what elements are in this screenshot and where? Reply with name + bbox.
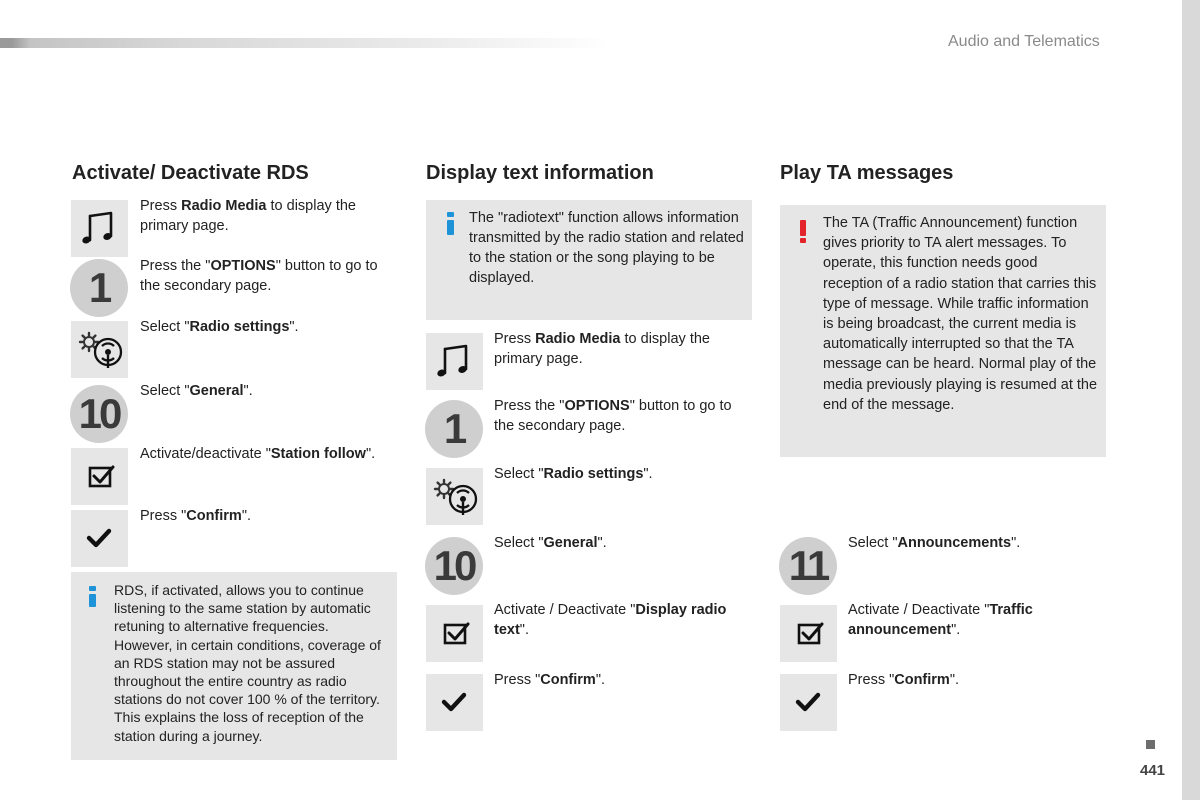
checkmark-icon <box>426 674 483 731</box>
step-text-radio-media: Press Radio Media to display the primary page. <box>494 331 710 367</box>
section-header: Audio and Telematics <box>948 33 1100 50</box>
section-title-rds: Activate/ Deactivate RDS <box>72 162 309 184</box>
music-note-icon <box>71 200 128 257</box>
step-number-1: 1 <box>425 400 483 458</box>
page-edge-bar <box>1182 0 1200 800</box>
checkbox-icon <box>426 605 483 662</box>
step-text-announcements: Select "Announcements". <box>848 535 1021 551</box>
section-title-display-text: Display text information <box>426 162 654 184</box>
info-box-rds <box>71 572 397 760</box>
page-marker <box>1146 740 1155 749</box>
step-text-confirm: Press "Confirm". <box>494 672 606 688</box>
step-text-general: Select "General". <box>494 535 607 551</box>
radio-settings-icon <box>71 321 128 378</box>
section-title-ta-messages: Play TA messages <box>780 162 954 184</box>
header-rule <box>0 38 610 48</box>
step-text-radio-settings: Select "Radio settings". <box>494 466 653 482</box>
info-text-radiotext: The "radiotext" function allows information transmitted by the radio station and related to the station or the song playing to be displayed. <box>469 210 744 286</box>
step-text-station-follow: Activate/deactivate "Station follow". <box>140 446 376 462</box>
warning-icon <box>800 220 806 236</box>
step-text-general: Select "General". <box>140 383 253 399</box>
step-text-radio-media: Press Radio Media to display the primary page. <box>140 198 356 234</box>
step-number-10: 10 <box>425 537 483 595</box>
checkbox-icon <box>780 605 837 662</box>
step-text-options: Press the "OPTIONS" button to go to the secondary page. <box>494 398 732 434</box>
radio-settings-icon <box>426 468 483 525</box>
checkmark-icon <box>780 674 837 731</box>
step-text-confirm: Press "Confirm". <box>848 672 960 688</box>
step-text-traffic-announcement: Activate / Deactivate "Traffic announcement". <box>848 602 1033 638</box>
step-number-11: 11 <box>779 537 837 595</box>
step-text-confirm: Press "Confirm". <box>140 508 252 524</box>
step-number-10: 10 <box>70 385 128 443</box>
checkbox-icon <box>71 448 128 505</box>
step-number-1: 1 <box>70 259 128 317</box>
page-number: 441 <box>1140 762 1166 779</box>
step-text-display-radio-text: Activate / Deactivate "Display radio text". <box>494 602 727 638</box>
info-text-rds: RDS, if activated, allows you to continue listening to the same station by automatic retuning to alternative frequencies. However, in certain conditions, coverage of an RDS station may not be assured throughout the entire country as radio stations do not cover 100 % of the territory. This explains the loss of reception of the station during a journey. <box>114 582 381 744</box>
checkmark-icon <box>71 510 128 567</box>
info-icon <box>447 212 454 217</box>
info-box-radiotext <box>426 200 752 320</box>
step-text-radio-settings: Select "Radio settings". <box>140 319 299 335</box>
warning-text-ta: The TA (Traffic Announcement) function gives priority to TA alert messages. To operate, this function needs good reception of a radio station that carries this type of message. While traffic information is being broadcast, the current media is automatically interrupted so that the TA message can be heard. Normal play of the media previously playing is resumed at the end of the message. <box>823 215 1098 413</box>
step-text-options: Press the "OPTIONS" button to go to the secondary page. <box>140 258 378 294</box>
music-note-icon <box>426 333 483 390</box>
warning-box-ta <box>780 205 1106 457</box>
info-icon <box>89 586 96 591</box>
